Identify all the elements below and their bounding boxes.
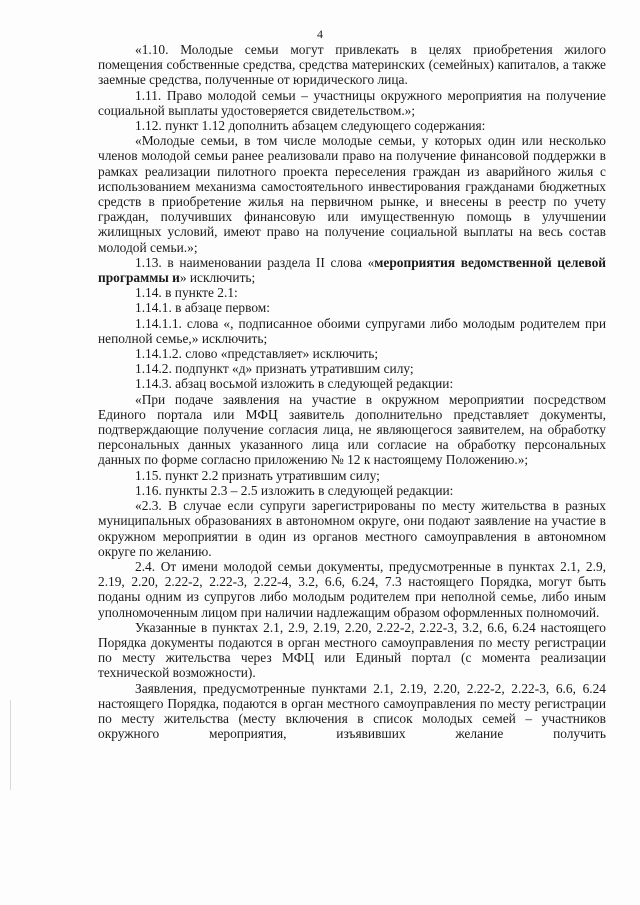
paragraph-2-3: «2.3. В случае если супруги зарегистрированы по месту жительства в разных муниципальных образованиях в автономном округе, они подают заявление на участие в окружном мероприятии в один из органов местного самоуправления в автономном округе по желанию. [98,498,606,559]
paragraph-2-4-documents: Указанные в пунктах 2.1, 2.9, 2.19, 2.20, 2.22-2, 2.22-3, 3.2, 6.6, 6.24 настоящего Порядка документы подаются в орган местного самоуправления по месту регистрации по месту жительства через МФЦ или Единый портал (с момента реализации технической возможности). [98,619,606,681]
paragraph-1-12-quote: «Молодые семьи, в том числе молодые семьи, у которых один или несколько членов молодой семьи ранее реализовали право на получение финансовой поддержки в рамках реализации пилотного проекта переселения граждан из аварийного жилья с использованием механизма самостоятельного инвестирования гражданами бюджетных средств в приобретение жилья на первичном рынке, и внесены в реестр по учету граждан, получивших финансовую или имущественную помощь в улучшении жилищных условий, имеют право на получение социальной выплаты на весь состав молодой семьи.»; [98,133,606,255]
paragraph-1-14: 1.14. в пункте 2.1: [135,285,238,301]
paragraph-1-13-before: 1.13. в наименовании раздела II слова « [135,254,375,270]
paragraph-1-11: 1.11. Право молодой семьи – участницы окружного мероприятия на получение социальной выплаты удостоверяется свидетельством.»; [98,87,606,118]
paragraph-1-14-2: 1.14.2. подпункт «д» признать утратившим силу; [135,361,414,377]
document-body [98,42,606,741]
paragraph-2-4-applications: Заявления, предусмотренные пунктами 2.1, 2.19, 2.20, 2.22-2, 2.22-3, 6.6, 6.24 настоящего Порядка, подаются в орган местного самоуправления по месту регистрации по месту жительства (месту включения в список молодых семей – участников окружного мероприятия, изъявивших желание получить [98,680,606,742]
paragraph-1-16: 1.16. пункты 2.3 – 2.5 изложить в следующей редакции: [135,482,454,498]
paragraph-1-14-3: 1.14.3. абзац восьмой изложить в следующей редакции: [135,376,454,392]
scan-margin-mark [10,700,11,790]
paragraph-1-14-3-quote: «При подаче заявления на участие в окружном мероприятии посредством Единого портала или МФЦ заявитель дополнительно представляет документы, подтверждающие получение согласия лица, не являющегося заявителем, на обработку персональных данных указанного лица или согласие на обработку персональных данных по форме согласно приложению № 12 к настоящему Положению.»; [98,391,606,468]
paragraph-1-13-bold: мероприятия ведомственной целевой программы и [98,254,606,286]
paragraph-1-14-1: 1.14.1. в абзаце первом: [135,300,270,316]
paragraph-1-14-1-2: 1.14.1.2. слово «представляет» исключить; [135,346,379,362]
paragraph-1-13 [98,255,606,285]
paragraph-1-13-after: » исключить; [179,270,256,286]
paragraph-2-4: 2.4. От имени молодой семьи документы, предусмотренные в пунктах 2.1, 2.9, 2.19, 2.20, 2.22-2, 2.22-3, 2.22-4, 3.2, 6.6, 6.24, 7.3 настоящего Порядка, могут быть поданы одним из супругов либо молодым родителем при неполной семье, либо иным уполномоченным лицом при наличии надлежащим образом оформленных полномочий. [98,558,606,620]
page-number: 4 [317,27,323,41]
paragraph-1-15: 1.15. пункт 2.2 признать утратившим силу; [135,467,380,483]
paragraph-1-14-1-1: 1.14.1.1. слова «, подписанное обоими супругами либо молодым родителем при неполной семье,» исключить; [98,315,606,346]
paragraph-1-10: «1.10. Молодые семьи могут привлекать в целях приобретения жилого помещения собственные средства, средства материнских (семейных) капиталов, а также заемные средства, полученные от юридического лица. [98,42,606,88]
paragraph-1-12: 1.12. пункт 1.12 дополнить абзацем следующего содержания: [135,118,486,134]
